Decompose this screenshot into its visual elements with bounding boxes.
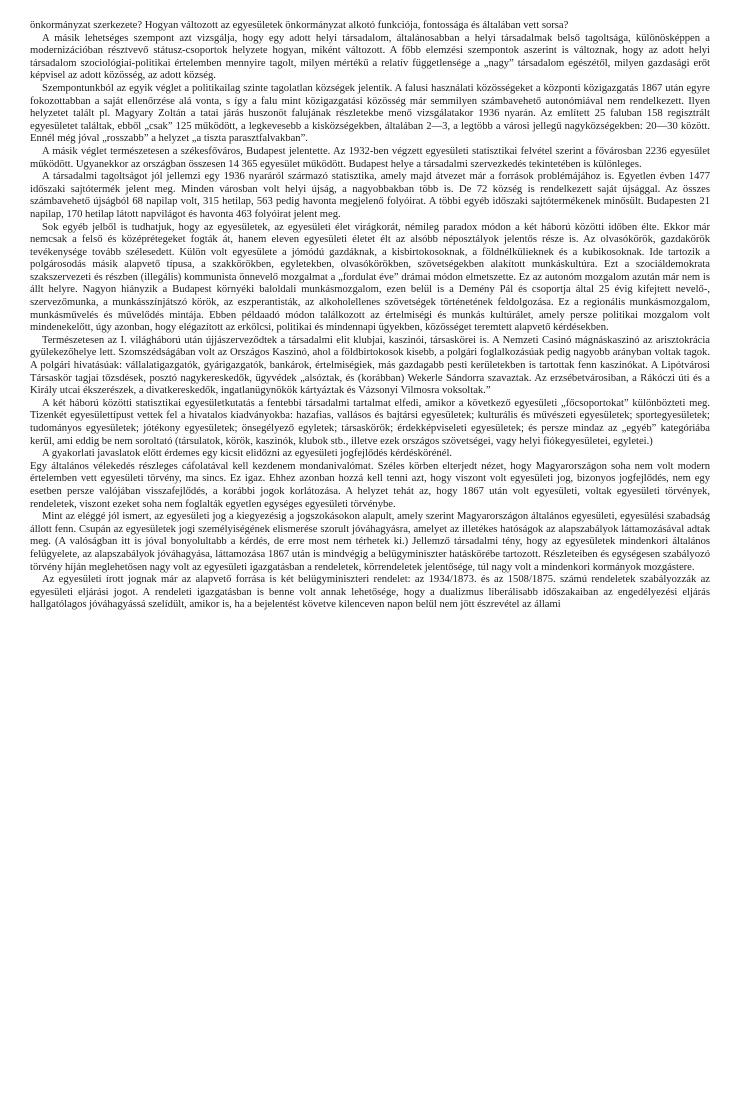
paragraph-3: Szempontunkból az egyik véglet a politikailag szinte tagolatlan községek jelentik. A falusi használati közösségeket a központi közigazgatás 1867 után egyre fokozottabban a saját ellenőrzése alá vonta, s így a falu mint közigazgatási közösség már semmilyen számbavehető autonómiával nem rendelkezett. Ilyen helyzetet talált pl. Magyary Zoltán a tatai járás huszonöt falujának részletekbe menő vizsgálatakor 1936 nyarán. Az említett 25 faluban 158 regisztrált egyesületet találtak, ebből „csak” 125 működött, a legkevesebb a kisközségekben, általában 2—3, a legtöbb a városi jellegű nagyközségekben: 20—30 között. Ennél még jóval „rosszabb” a helyzet „a tiszta parasztfalvakban”. bbox=[30, 82, 710, 145]
paragraph-5: A társadalmi tagoltságot jól jellemzi egy 1936 nyaráról származó statisztika, amely majd átvezet már a források problémájához is. Egyetlen évben 1477 időszaki sajtótermék jelent meg. Minden városban volt helyi újság, a nagyobbakban több is. De 72 község is rendelkezett saját újsággal. Az összes számbavehető újságból 68 napilap volt, 315 hetilap, 563 pedig havonta megjelenő folyóirat. A többi egyéb időszaki sajtótermékenek minősült. Budapesten 21 napilap, 170 hetilap látott napvilágot és havonta 463 folyóirat jelent meg. bbox=[30, 171, 710, 220]
paragraph-12: Az egyesületi írott jognak már az alapvető forrása is két belügyminiszteri rendelet: az 1934/1873. és az 1508/1875. számú rendeletek szabályozzák az egyesületi eljárási jogot. A rendeleti igazgatásban is benne volt annak lehetősége, hogy a dualizmus liberálisabb időszakaiban az engedélyezési eljárás hallgatólagos jóváhagyássá szelídült, amikor is, ha a bejelentést követve kilenceven napon belül nem jött észrevétel az állami bbox=[30, 574, 710, 611]
paragraph-10: Egy általános vélekedés részleges cáfolatával kell kezdenem mondanivalómat. Széles körben elterjedt nézet, hogy Magyarországon soha nem volt modern értelemben vett egyesületi törvény, ma sincs. Ez igaz. Ehhez azonban hozzá kell tenni azt, hogy viszont volt egyesületi jog, bizonyos jogfejlődés, nem egy esetben persze valójában visszafejlődés, a korábbi jogok korlátozása. A helyzet tehát az, hogy 1867 után volt egyesületi, voltak egyesületi törvények, rendeletek, viszont ezeket soha nem foglalták egyetlen egységes egyesületi törvénybe. bbox=[30, 460, 710, 510]
paragraph-11: Mint az eléggé jól ismert, az egyesületi jog a kiegyezésig a jogszokásokon alapult, amely szerint Magyarországon általános egyesületi, egyesülési szabadság állott fenn. Csupán az egyesületek jogi személyiségének elismerése szorult jóváhagyásra, amelyet az illetékes hatóságok az alapszabályok láttamozásával adtak meg. (A valóságban itt is jóval bonyolultabb a kérdés, de erre most nem térhetek ki.) Jellemző társadalmi tény, hogy az egyesületek mindenkori általános felügyelete, az alapszabályok jóváhagyása, láttamozása 1867 után is mindvégig a belügyminiszter hatáskörébe tartozott. Részleteiben és egységesen szabályozó törvény híján meglehetősen nagy volt az egyesületi igazgatásban a rendeletek, körrendeletek jelentősége, túl nagy volt a mindenkori kormányok mozgástere. bbox=[30, 511, 710, 573]
paragraph-9: A gyakorlati javaslatok előtt érdemes egy kicsit elidőzni az egyesületi jogfejlődés kérdéskörénél. bbox=[42, 448, 453, 460]
paragraph-6: Sok egyéb jelből is tudhatjuk, hogy az egyesületek, az egyesületi élet virágkorát, némileg paradox módon a két háború közötti időben élte. Ekkor már nemcsak a felső és középrétegeket fogták át, hanem eleven egyesületi életet élt az alsóbb néposztályok jelentős része is. Az olvasókörök, gazdakörök tevékenysége tovább szélesedett. Külön volt egyesülete a jómódú gazdáknak, a kisbirtokosoknak, a földnélkülieknek és a kubikosoknak. Ide tartozik a polgárosodás másik alapvető típusa, a szakkörökben, egyletekben, olvasókörökben, szövetségekben alakított munkáskultúra. Ezt a szociáldemokrata szakszervezeti és részben (illegális) kommunista önnevelő mozgalmat a „fordulat éve” drámai módon elmetszette. Ez az autonóm mozgalom azután már nem is állt helyre. Nagyon hiányzik a Budapest környéki baloldali munkásmozgalom, ezen belül is a Demény Pál és csoportja által 25 évig kifejtett nevelő-, szervezőmunka, a munkásszínjátszó körök, az eszperantisták, az alkoholellenes szövetségek történetének feldolgozása. Ez a regionális munkásmozgalom, munkásművelés és művelődés mintája. Ebben példaadó módon találkozott az értelmiségi és munkás kultúrálet, amely persze politikai mozgalom volt mindenekelőtt, úgy azonban, hogy elégazított az erkölcsi, politikai és mindennapi ügyekben, közösséget teremtett alapvető kérdésekben. bbox=[30, 221, 710, 334]
paragraph-7: Természetesen az I. világháború után újjászerveződtek a társadalmi elit klubjai, kaszinói, társaskörei is. A Nemzeti Casinó mágnáskaszinó az arisztokrácia gyülekezőhelye lett. Szomszédságában volt az Országos Kaszinó, ahol a földbirtokosok kisebb, a polgári foglalkozásúak pedig nagyobb arányban voltak tagok. A polgári hivatásúak: vállalatigazgatók, gyárigazgatók, bankárok, értelmiségiek, más gazdagabb pesti kerületekben is tartottak fenn kaszinókat. A Lipótvárosi Társaskör tagjai tőzsdések, posztó nagykereskedők, ügyvédek „alsóztak, és (korábban) Wekerle Sándorra szavaztak. Az erzsébetvárosiban, a Rákóczi úti és a Király utcai ékszerészek, a divatkereskedők, ingatlanügynökök kártyáztak és Vázsonyi Vilmosra voksoltak.” bbox=[30, 334, 710, 397]
paragraph-8: A két háború közötti statisztikai egyesületkutatás a fentebbi társadalmi tartalmat elfedi, amikor a következő egyesületi „főcsoportokat” különbözteti meg. Tizenkét egyesülettípust vettek fel a hivatalos kiadványokba: hazafias, vallásos és bajtársi egyesületek; kulturális és művészeti egyesületek; sportegyesületek; tudományos egyesületek; jótékony egyesületek; önsegélyező egyletek; társaskörök; érdekképviseleti egyesületek; és persze mindaz az „egyéb” kategóriába kerül, ami eddig be nem soroltató (társulatok, körök, kaszinók, klubok stb., illetve ezek országos szövetségei, vagy helyi fiókegyesületei, egyletei.) bbox=[30, 397, 710, 447]
document-page bbox=[30, 20, 710, 1090]
paragraph-2: A másik lehetséges szempont azt vizsgálja, hogy egy adott helyi társadalom, általánosabban a helyi társadalmak belső tagoltsága, különösképpen a modernizációban résztvevő státusz-csoportok helyzete hogyan, miként változott. A főbb elemzési szempontok aszerint is változnak, hogy az adott helyi társadalom szociológiai-politikai értelemben mennyire tagolt, milyen mértékű a relatív függetlensége a „nagy” társadalom egészétől, milyen gazdasági erőt képvisel az adott közösség, az adott község. bbox=[30, 32, 710, 82]
paragraph-4: A másik véglet természetesen a székesfőváros, Budapest jelentette. Az 1932-ben végzett egyesületi statisztikai felvétel szerint a fővárosban 2236 egyesület működött. Ugyanekkor az országban összesen 14 365 egyesület működött. Budapest helye a társadalmi szervezkedés tekintetében is különleges. bbox=[30, 145, 710, 170]
paragraph-1: önkormányzat szerkezete? Hogyan változott az egyesületek önkormányzat alkotó funkciója, fontossága és általában vett sorsa? bbox=[30, 20, 569, 31]
